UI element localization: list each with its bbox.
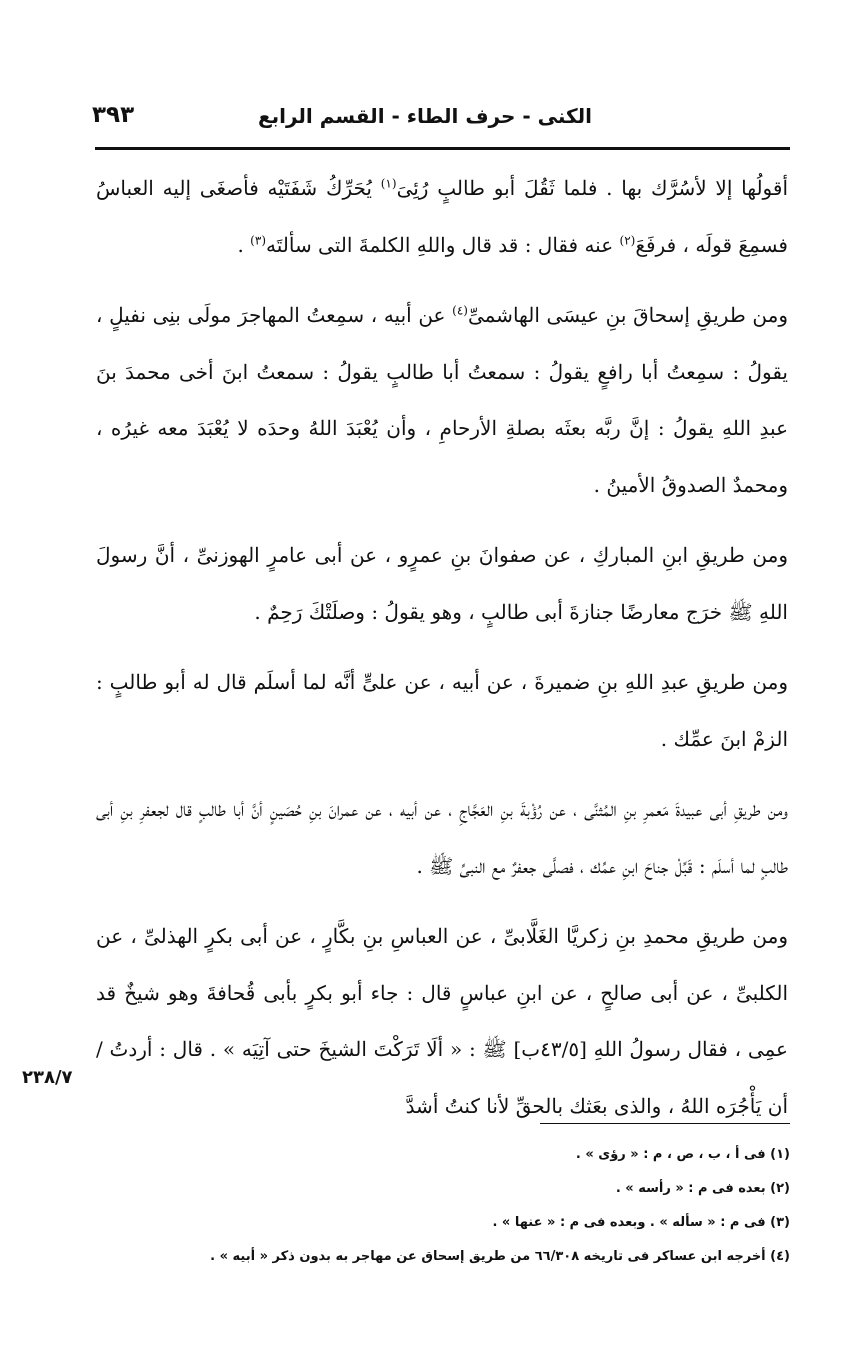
paragraph-5: ومن طريقِ أبى عبيدةَ مَعمرِ بنِ المُثنَّى ، عن رُؤْبةَ بنِ العَجَّاجِ ، عن أبيه ، عن عمرانَ بنِ حُصَينٍ أنَّ أبا طالبٍ قال لجعفرِ بنِ أبى طالبٍ لما أسلَم : قَبِّلْ جناحَ ابنِ عمِّك ، فصلَّى جعفرٌ مع النبىِّ ﷺ .: [96, 797, 788, 878]
footnote-2: (٢) بعده فى م : « رأسه » .: [615, 1181, 790, 1196]
footnote-marker: (١): [380, 176, 397, 191]
footnote-marker: (٣): [250, 232, 266, 247]
footnote-marker: (٤): [452, 303, 468, 318]
paragraph-1: [96, 160, 788, 273]
footnote-1: (١) فى أ ، ب ، ص ، م : « رؤى » .: [575, 1147, 790, 1162]
main-text: [96, 160, 788, 1148]
paragraph-text: ومن طريقِ إسحاقَ بنِ عيسَى الهاشمىِّ: [467, 303, 788, 327]
paragraph-text: أقولُها إلا لأسُرَّك بها . فلما ثَقُلَ أبو طالبٍ رُئِىَ: [396, 176, 789, 200]
paragraph-4: ومن طريقِ عبدِ اللهِ بنِ ضميرةَ ، عن أبيه ، عن علىٍّ أنَّه لما أسلَم قال له أبو طالبٍ : الزمْ ابنَ عمِّك .: [96, 670, 788, 751]
footnote-4: (٤) أخرجه ابن عساكر فى تاريخه ٦٦/٣٠٨ من طريق إسحاق عن مهاجر به بدون ذكر « أبيه » .: [210, 1249, 790, 1264]
footnotes: [96, 1138, 790, 1274]
margin-reference: ٢٣٨/٧: [22, 1067, 73, 1088]
footnote-marker: (٢): [619, 232, 636, 247]
header-rule: [95, 147, 790, 150]
paragraph-6: ومن طريقِ محمدِ بنِ زكريَّا الغَلَّابىِّ ، عن العباسِ بنِ بكَّارٍ ، عن أبى بكرٍ الهذلىِّ ، عن الكلبىِّ ، عن أبى صالحٍ ، عن ابنِ عباسٍ قال : جاء أبو بكرٍ بأبى قُحافةَ وهو شيخٌ قد عمِى ، فقال رسولُ اللهِ [٤٣/٥ب] ﷺ : « ألَا تَرَكْتَ الشيخَ حتى آتِيَه » . قال : أردتُ /أن يَأْجُرَه اللهُ ، والذى بعَثك بالحقِّ لأنا كنتُ أشدَّ: [96, 924, 788, 1118]
paragraph-text: عن أبيه ، سمِعتُ المهاجرَ مولَى بنِى نفيلٍ ، يقولُ : سمِعتُ أبا رافعٍ يقولُ : سمعتُ أبا طالبٍ يقولُ : سمعتُ ابنَ أخى محمدَ بنَ عبدِ اللهِ يقولُ : إنَّ ربَّه بعثَه بصلةِ الأرحامِ ، وأن يُعْبَدَ اللهُ وحدَه لا يُعْبَدَ معه غيرُه ، ومحمدٌ الصدوقُ الأمينُ .: [96, 303, 788, 497]
running-header-title: الكنى - حرف الطاء - القسم الرابع: [257, 104, 593, 128]
footnote-rule: [540, 1123, 790, 1124]
paragraph-3: ومن طريقِ ابنِ المباركِ ، عن صفوانَ بنِ عمرٍو ، عن أبى عامرٍ الهوزنىِّ ، أنَّ رسولَ اللهِ ﷺ خرَج معارضًا جنازةَ أبى طالبٍ ، وهو يقولُ : وصلَتْكَ رَحِمٌ .: [96, 543, 788, 624]
paragraph-text: عنه فقال : قد قال واللهِ الكلمةَ التى سألتَه: [266, 232, 620, 257]
page-number: ٣٩٣: [92, 102, 135, 128]
footnote-3: (٣) فى م : « سأله » . وبعده فى م : « عنها » .: [492, 1215, 790, 1230]
paragraph-2: [96, 287, 788, 513]
paragraph-text: .: [237, 232, 251, 257]
paragraph-text: يُحَرِّكُ شَفَتَيْه فأصغَى إليه العباسُ فسمِعَ قولَه ، فرفَعَ: [96, 176, 788, 257]
